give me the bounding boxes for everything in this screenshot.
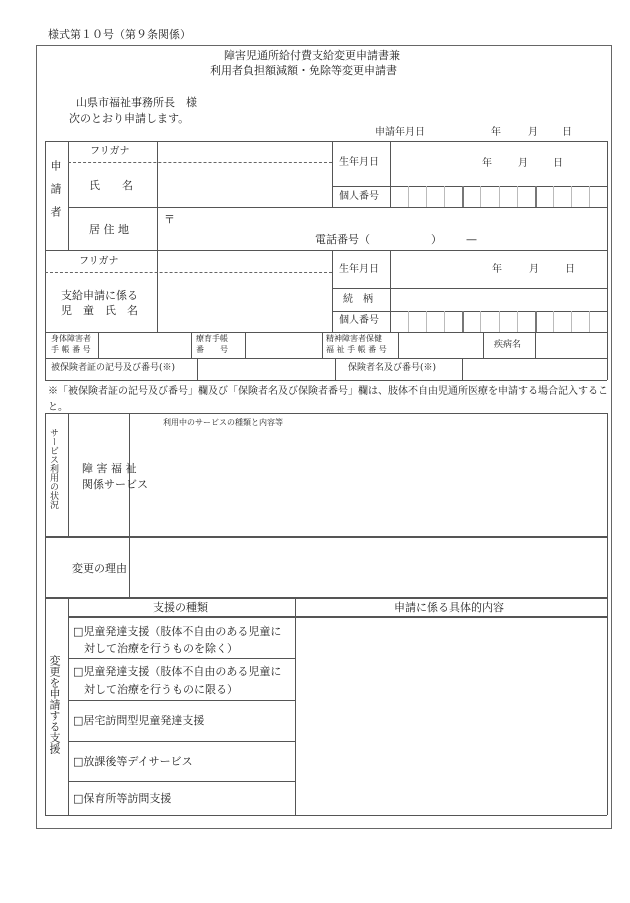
support-item-1-line1: □児童発達支援（肢体不自由のある児童に [73,625,282,638]
application-date-year: 年 [491,127,501,138]
services-caption: 利用中のサービスの種類と内容等 [163,418,283,427]
support-content-field[interactable] [296,618,606,814]
applicant-furigana-field[interactable] [158,142,331,162]
title-line2: 利用者負担額減額・免除等変更申請書 [210,64,397,77]
services-label-line2: 関係サービス [82,478,148,491]
physical-handbook-field[interactable] [99,333,190,357]
reason-field[interactable] [130,539,606,596]
digit-divider [589,311,590,332]
application-date-day: 日 [562,127,572,138]
child-furigana-label: フリガナ [79,256,119,267]
child-name-label-line2: 児 童 氏 名 [61,304,138,317]
rehab-handbook-label-line2: 番 号 [196,345,228,354]
digit-divider [462,186,464,207]
applicant-furigana-label: フリガナ [90,146,130,157]
digit-divider [499,186,500,207]
disease-field[interactable] [536,333,606,357]
applicant-name-label: 氏 名 [89,179,133,192]
application-date-month: 月 [528,127,538,138]
support-item-3[interactable] [69,701,295,741]
support-item-4[interactable] [69,742,295,781]
mental-handbook-label-line2: 福 祉 手 帳 番 号 [326,345,387,354]
support-item-4-line1: □放課後等デイサービス [73,755,193,768]
services-label-line1: 障 害 福 祉 [82,462,137,475]
digit-divider [426,186,427,207]
digit-divider [480,311,481,332]
applicant-section-label: 申請者 [49,160,62,229]
applicant-name-field[interactable] [158,163,331,206]
digit-divider [480,186,481,207]
form-number: 様式第１０号（第９条関係） [48,28,191,41]
addressee: 山県市福祉事務所長 様 [76,96,197,109]
reason-label: 変更の理由 [72,562,127,575]
physical-handbook-label-line2: 手 帳 番 号 [51,345,91,354]
applicant-birth-day: 日 [553,158,563,169]
support-content-header: 申請に係る具体的内容 [394,601,504,614]
digit-divider [517,311,518,332]
mental-handbook-field[interactable] [399,333,482,357]
digit-divider [499,311,500,332]
digit-divider [408,186,409,207]
support-item-2-line1: □児童発達支援（肢体不自由のある児童に [73,665,282,678]
digit-divider [553,186,554,207]
support-section-label: 変更を申請する支援 [48,655,61,754]
phone-label: 電話番号（ [315,233,370,246]
insurer-field[interactable] [463,359,606,379]
rehab-handbook-label-line1: 療育手帳 [196,334,228,343]
digit-divider [517,186,518,207]
phone-dash: — [466,233,477,246]
digit-divider [553,311,554,332]
insured-field[interactable] [198,359,334,379]
physical-handbook-label-line1: 身体障害者 [51,334,91,343]
digit-divider [444,186,445,207]
child-relationship-label: 続 柄 [343,294,373,305]
postal-mark: 〒 [164,213,175,226]
support-item-2-line2: 対して治療を行うものに限る） [84,683,238,696]
support-item-5[interactable] [69,782,295,815]
mental-handbook-label-line1: 精神障害者保健 [326,334,382,343]
support-type-header: 支援の種類 [153,601,208,614]
services-field[interactable] [130,414,606,535]
digit-divider [571,311,572,332]
insured-label: 被保険者証の記号及び番号(※) [51,363,176,373]
digit-divider [589,186,590,207]
digit-divider [426,311,427,332]
note-text: ※「被保険者証の記号及び番号」欄及び「保険者名及び保険者番号」欄は、肢体不自由児通所医療を申請する場合記入すること。 [48,386,608,413]
applicant-birth-year: 年 [482,158,492,169]
digit-divider [535,186,537,207]
applicant-birth-month: 月 [518,158,528,169]
disease-label: 疾病名 [494,340,522,350]
services-section-label: サービス利用の状況 [48,428,58,509]
rehab-handbook-field[interactable] [246,333,321,357]
title-line1: 障害児通所給付費支給変更申請書兼 [224,49,400,62]
applicant-birthdate-field[interactable] [391,142,606,185]
support-item-1-line2: 対して治療を行うものを除く） [84,642,238,655]
digit-divider [535,311,537,332]
support-item-2[interactable] [69,659,295,700]
support-item-5-line1: □保育所等訪問支援 [73,792,172,805]
applicant-personal-number-field[interactable] [390,186,607,207]
digit-divider [444,311,445,332]
application-date-label: 申請年月日 [375,127,425,138]
child-relationship-field[interactable] [391,289,606,310]
child-personal-number-field[interactable] [390,311,607,332]
applicant-address-label: 居 住 地 [89,223,129,236]
support-item-3-line1: □居宅訪問型児童発達支援 [73,714,205,727]
child-birthdate-field[interactable] [391,251,606,287]
support-item-1[interactable] [69,618,295,658]
applicant-birthdate-label: 生年月日 [339,157,379,168]
child-birthdate-label: 生年月日 [339,264,379,275]
applicant-personal-number-label: 個人番号 [339,191,379,202]
child-name-field[interactable] [158,273,331,331]
insurer-label: 保険者名及び番号(※) [348,363,437,373]
child-birth-month: 月 [529,264,539,275]
digit-divider [571,186,572,207]
digit-divider [408,311,409,332]
phone-paren-close: ） [431,233,442,246]
applicant-address-field[interactable] [158,208,606,249]
child-personal-number-label: 個人番号 [339,315,379,326]
child-birth-day: 日 [565,264,575,275]
intro-text: 次のとおり申請します。 [69,112,190,125]
digit-divider [462,311,464,332]
child-furigana-field[interactable] [158,251,331,272]
child-name-label-line1: 支給申請に係る [61,289,138,302]
child-birth-year: 年 [492,264,502,275]
